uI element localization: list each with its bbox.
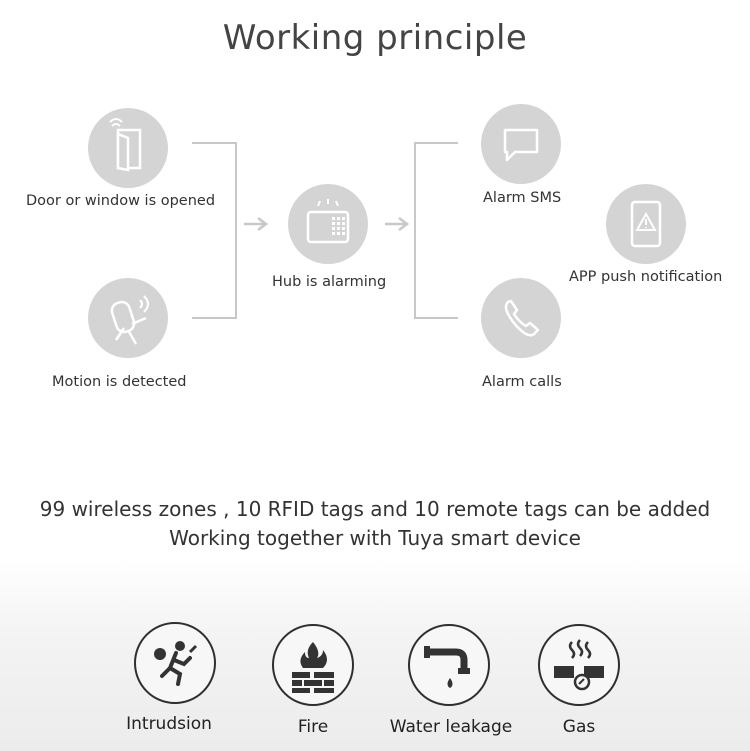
motion-label: Motion is detected [52, 374, 187, 390]
gas-ring [538, 624, 620, 706]
water-label: Water leakage [389, 717, 513, 737]
intrusion-label: Intrudsion [126, 714, 212, 734]
motion-sensor-icon [88, 278, 168, 358]
bracket-top [192, 142, 237, 144]
hub-circle [288, 184, 368, 264]
intrusion-ring [134, 622, 216, 704]
fire-ring [272, 624, 354, 706]
sms-circle [481, 104, 561, 184]
sms-label: Alarm SMS [483, 190, 562, 206]
zones-note: 99 wireless zones , 10 RFID tags and 10 remote tags can be added [39, 497, 711, 521]
chat-bubble-icon [481, 104, 561, 184]
page-title: Working principle [222, 18, 528, 58]
gas-pipe-icon [540, 626, 618, 704]
motion-circle [88, 278, 168, 358]
phone-alert-icon [606, 184, 686, 264]
bracket-vertical [235, 142, 237, 319]
arrow-right-icon [244, 216, 272, 232]
push-label: APP push notification [569, 269, 723, 285]
intruder-icon [136, 624, 214, 702]
door-window-circle [88, 108, 168, 188]
fire-label: Fire [297, 717, 329, 737]
bracket-right-bottom [414, 317, 458, 319]
door-sensor-icon [88, 108, 168, 188]
arrow-right-icon-2 [385, 216, 413, 232]
water-ring [408, 624, 490, 706]
phone-handset-icon [481, 278, 561, 358]
tuya-note: Working together with Tuya smart device [169, 526, 581, 550]
bracket-bottom [192, 317, 237, 319]
hub-label: Hub is alarming [272, 274, 387, 290]
bracket-right-vertical [414, 142, 416, 319]
door-window-label: Door or window is opened [26, 193, 216, 209]
fire-icon [274, 626, 352, 704]
gas-label: Gas [562, 717, 596, 737]
push-circle [606, 184, 686, 264]
calls-label: Alarm calls [482, 374, 562, 390]
calls-circle [481, 278, 561, 358]
bracket-right-top [414, 142, 458, 144]
leaking-pipe-icon [410, 626, 488, 704]
hub-icon [288, 184, 368, 264]
